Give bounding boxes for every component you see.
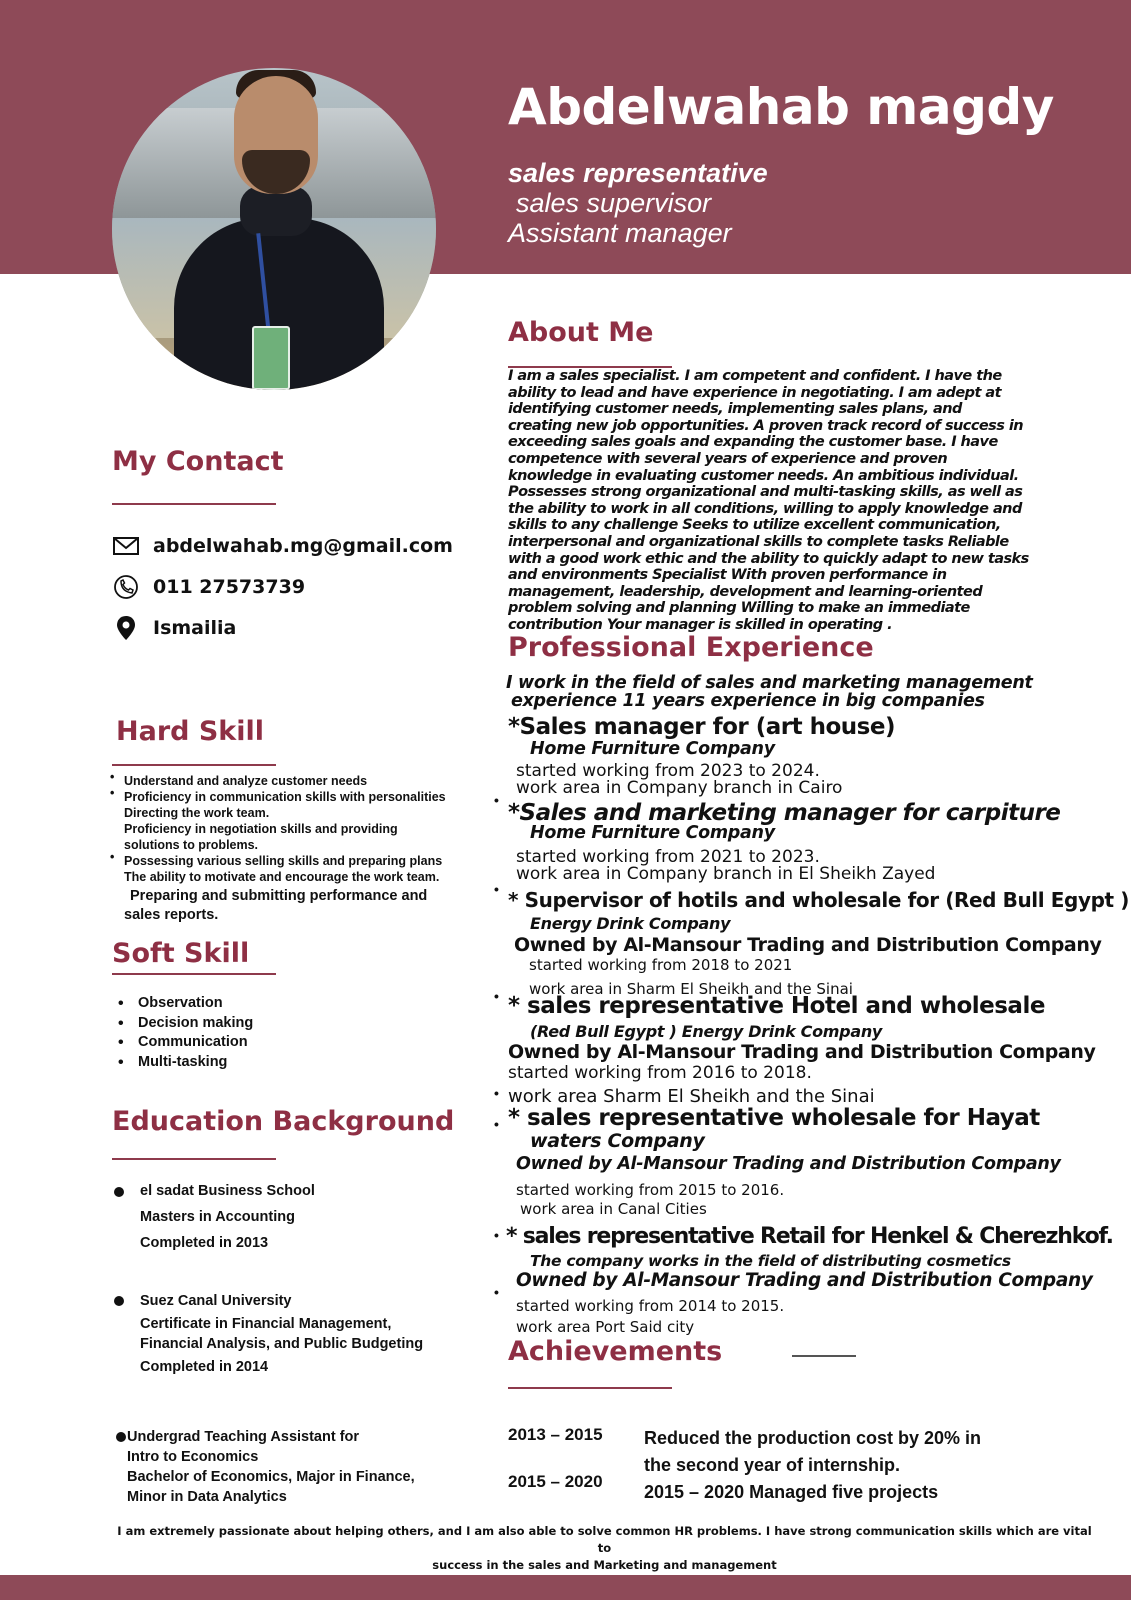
email-value: abdelwahab.mg@gmail.com xyxy=(153,535,453,557)
contact-location xyxy=(112,614,237,642)
divider xyxy=(508,1387,672,1389)
about-line: skills to any challenge Seeks to utilize excellent communication, xyxy=(508,517,1001,534)
achievement-line: the second year of internship. xyxy=(644,1455,901,1475)
education-entry xyxy=(112,1178,315,1256)
job-company: (Red Bull Egypt ) Energy Drink Company xyxy=(530,1022,883,1041)
education-entry xyxy=(116,1427,415,1507)
job-area: work area Sharm El Sheikh and the Sinai xyxy=(508,1086,875,1107)
job-company: Home Furniture Company xyxy=(530,823,775,843)
job-area: work area in Company branch in El Sheikh Zayed xyxy=(516,864,936,884)
job-start: started working from 2014 to 2015. xyxy=(516,1297,785,1315)
about-line: ability to lead and have experience in negotiating. I am adept at xyxy=(508,384,1001,401)
achievement-year: 2015 – 2020 xyxy=(508,1472,603,1491)
achievements-heading: Achievements xyxy=(508,1336,723,1367)
profile-photo xyxy=(112,68,436,390)
skill-item xyxy=(110,887,470,925)
job-owner: Owned by Al-Mansour Trading and Distribution Company xyxy=(516,1154,1061,1174)
achievement-details xyxy=(644,1425,981,1506)
job-owner: Owned by Al-Mansour Trading and Distribution Company xyxy=(514,934,1102,956)
bullet: • xyxy=(494,1116,499,1132)
bullet: • xyxy=(494,1085,499,1101)
job-area: work area in Canal Cities xyxy=(520,1200,707,1218)
job-title: *Sales and marketing manager for carpiture xyxy=(508,800,1061,826)
soft-skill-item: • Observation xyxy=(118,994,253,1014)
mail-icon xyxy=(112,532,140,560)
job-start: started working from 2023 to 2024. xyxy=(516,761,820,781)
skill-item-line: Preparing and submitting performance and xyxy=(130,888,428,904)
bullet: • xyxy=(494,1227,499,1243)
about-line: identifying customer needs, implementing sales plans, and xyxy=(508,401,962,418)
education-line: Completed in 2014 xyxy=(140,1359,269,1375)
job-owner: Owned by Al-Mansour Trading and Distribution Company xyxy=(516,1270,1093,1291)
skill-item: • Possessing various selling skills and preparing plans xyxy=(110,853,470,869)
job-title: * sales representative wholesale for Hayat xyxy=(508,1105,1040,1131)
soft-skill-item: • Communication xyxy=(118,1033,253,1053)
about-text xyxy=(508,368,1078,634)
job-title: sales supervisor xyxy=(516,188,712,218)
about-heading: About Me xyxy=(508,317,654,348)
location-pin-icon xyxy=(112,614,140,642)
about-line: the ability to work in all conditions, willing to apply knowledge and xyxy=(508,500,1022,517)
about-line: creating new job opportunities. A proven track record of success in xyxy=(508,417,1024,434)
bullet: • xyxy=(494,792,499,808)
bullet: • xyxy=(494,1284,499,1300)
intro-line: experience 11 years experience in big companies xyxy=(511,691,985,711)
job-title: sales representative xyxy=(508,158,768,188)
education-line: Completed in 2013 xyxy=(140,1235,269,1251)
skill-item: Proficiency in negotiation skills and providing xyxy=(124,822,398,836)
skill-item: Directing the work team. xyxy=(124,806,270,820)
intro-line: I work in the field of sales and marketing management xyxy=(506,673,1033,693)
hard-skill-list xyxy=(110,773,470,925)
divider xyxy=(112,764,276,766)
phone-icon xyxy=(112,573,140,601)
job-title: * sales representative Hotel and wholesale xyxy=(508,993,1045,1019)
education-line: Suez Canal University xyxy=(140,1293,292,1309)
about-line: and environments Specialist With proven performance in xyxy=(508,567,947,584)
job-start: started working from 2021 to 2023. xyxy=(516,847,820,867)
job-company: waters Company xyxy=(530,1130,705,1152)
footer-line: success in the sales and Marketing and management xyxy=(432,1558,777,1572)
job-company: Energy Drink Company xyxy=(530,914,731,933)
job-company: The company works in the field of distributing cosmetics xyxy=(530,1252,1011,1270)
skill-item: • Proficiency in communication skills with personalities xyxy=(110,789,470,805)
about-line: interpersonal and organizational skills to complete tasks Reliable xyxy=(508,533,1009,550)
job-area: work area in Sharm El Sheikh and the Sinai xyxy=(529,980,853,998)
divider xyxy=(112,973,276,975)
about-line: Possesses strong organizational and multi-tasking skills, as well as xyxy=(508,484,1023,501)
about-line: I am a sales specialist. I am competent and confident. I have the xyxy=(508,368,1002,384)
contact-phone[interactable] xyxy=(112,573,306,601)
skill-item: The ability to motivate and encourage the work team. xyxy=(124,870,440,884)
bullet-dot xyxy=(114,1187,124,1197)
footer-band xyxy=(0,1575,1131,1600)
job-company: Home Furniture Company xyxy=(530,739,775,759)
about-line: competence with several years of experience and proven xyxy=(508,450,948,467)
bullet: • xyxy=(494,881,499,897)
about-line: with a good work ethic and the ability to quickly adapt to new tasks xyxy=(508,550,1029,567)
education-line: el sadat Business School xyxy=(140,1183,315,1199)
job-start: started working from 2015 to 2016. xyxy=(516,1181,785,1199)
footer-line: I am extremely passionate about helping others, and I am also able to solve common HR problems. I have strong communication skills which are vital to xyxy=(117,1524,1092,1555)
experience-heading: Professional Experience xyxy=(508,632,874,663)
about-line: exceeding sales goals and expanding the customer base. I have xyxy=(508,434,998,451)
bullet: • xyxy=(494,988,499,1004)
soft-skill-item: • Multi-tasking xyxy=(118,1053,253,1073)
job-owner: Owned by Al-Mansour Trading and Distribution Company xyxy=(508,1041,1096,1063)
achievement-line: 2015 – 2020 Managed five projects xyxy=(644,1482,939,1502)
divider xyxy=(112,503,276,505)
faint-mark xyxy=(792,1355,856,1357)
education-entry xyxy=(112,1288,423,1380)
education-line: Intro to Economics xyxy=(127,1449,259,1465)
experience-intro xyxy=(506,674,1033,710)
location-value: Ismailia xyxy=(153,617,237,639)
bullet-dot xyxy=(116,1432,126,1442)
job-title: * sales representative Retail for Henkel & Cherezhkof. xyxy=(506,1224,1113,1249)
job-titles xyxy=(508,158,768,248)
skill-item-line: sales reports. xyxy=(124,907,219,923)
soft-skill-list xyxy=(118,994,253,1072)
education-line: Financial Analysis, and Public Budgeting xyxy=(140,1336,424,1352)
education-line: Masters in Accounting xyxy=(140,1209,295,1225)
education-heading: Education Background xyxy=(112,1106,455,1137)
job-title: *Sales manager for (art house) xyxy=(508,714,895,740)
hard-skill-heading: Hard Skill xyxy=(116,716,265,747)
about-line: problem solving and planning Willing to make an immediate xyxy=(508,600,970,617)
person-name: Abdelwahab magdy xyxy=(508,78,1054,136)
education-line: Certificate in Financial Management, xyxy=(140,1316,392,1332)
divider xyxy=(112,1158,276,1160)
about-line: knowledge in evaluating customer needs. An ambitious individual. xyxy=(508,467,1019,484)
achievement-year: 2013 – 2015 xyxy=(508,1425,603,1444)
about-line: management, leadership, development and learning-oriented xyxy=(508,583,983,600)
phone-value: 011 27573739 xyxy=(153,576,306,598)
job-start: started working from 2018 to 2021 xyxy=(529,956,793,974)
bullet-dot xyxy=(114,1296,124,1306)
job-area: work area Port Said city xyxy=(516,1318,695,1336)
contact-email[interactable] xyxy=(112,532,453,560)
about-line: contribution Your manager is skilled in operating . xyxy=(508,616,893,633)
skill-item: • Understand and analyze customer needs xyxy=(110,773,470,789)
job-title: Assistant manager xyxy=(508,218,732,248)
job-start: started working from 2016 to 2018. xyxy=(508,1063,812,1083)
skill-item: solutions to problems. xyxy=(124,838,259,852)
achievement-line: Reduced the production cost by 20% in xyxy=(644,1428,982,1448)
soft-skill-item: • Decision making xyxy=(118,1014,253,1034)
job-title: * Supervisor of hotils and wholesale for (Red Bull Egypt ) xyxy=(508,888,1129,912)
contact-heading: My Contact xyxy=(112,446,284,477)
education-line: Minor in Data Analytics xyxy=(127,1489,287,1505)
education-line: Undergrad Teaching Assistant for xyxy=(127,1429,360,1445)
footer-statement xyxy=(112,1523,1097,1574)
education-line: Bachelor of Economics, Major in Finance, xyxy=(127,1469,415,1485)
soft-skill-heading: Soft Skill xyxy=(112,938,250,969)
job-area: work area in Company branch in Cairo xyxy=(516,778,843,798)
